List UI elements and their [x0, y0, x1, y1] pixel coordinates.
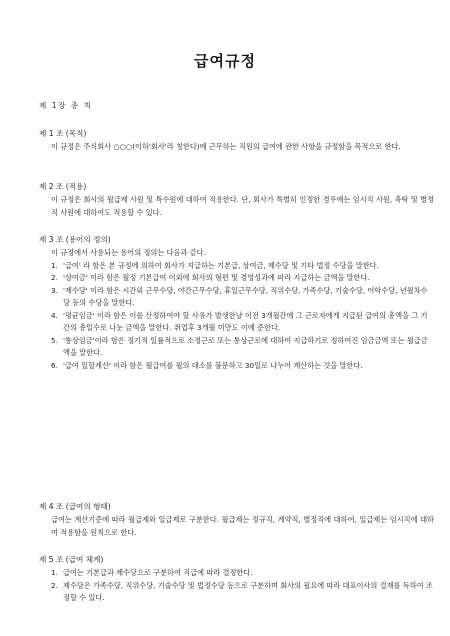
article-text: 이 규정은 회사의 월급제 사원 및 특수원에 대하여 적용한다. 단, 회사가 특별히 인정한 경우에는 임시직 사원, 촉탁 및 별정직 사원에 대하여도 적용할 수 있다.	[51, 195, 434, 217]
article-heading: 제 5 조 (급여 체계)	[39, 555, 104, 564]
list-item-number: 4.	[51, 310, 58, 320]
list-item-number: 1.	[51, 568, 58, 577]
list-item-text: '제수당' 이라 함은 시간외 근무수당, 야간근무수당, 휴일근무수당, 직위수당, 가족수당, 기술수당, 어학수당, 년월차수당 등의 수당을 말한다.	[63, 285, 428, 307]
article-text: 이 규정에서 사용되는 용어의 정의는 다음과 같다.	[51, 248, 206, 257]
list-item	[51, 260, 434, 273]
list-item-number: 2.	[51, 580, 58, 590]
article-heading: 제 4 조 (급여의 형태)	[39, 502, 111, 511]
article-heading: 제 1 조 (목적)	[39, 129, 87, 138]
article-4	[39, 501, 434, 539]
document-title: 급여규정	[194, 52, 256, 70]
article-1	[39, 128, 434, 154]
list-item	[51, 567, 434, 580]
article-5	[39, 554, 434, 605]
list-item-number: 1.	[51, 260, 58, 270]
list-item	[51, 285, 434, 310]
list-item	[51, 335, 434, 360]
list-item-text: '통상임금'이라 함은 정기적 일률적으로 소정근로 또는 통상근로에 대하여 지급하기로 정하여진 임금금액 또는 월급금액을 말한다.	[63, 335, 428, 357]
definition-list	[51, 260, 434, 373]
list-item-text: '상여금' 이라 함은 월정 기본급여 이외에 회사의 형편 및 경영성과에 따라 지급하는 금액을 말한다.	[63, 273, 370, 282]
article-heading: 제 3 조 (용어의 정의)	[39, 235, 111, 244]
system-list	[51, 567, 434, 605]
chapter-heading: 제 1장 총 칙	[39, 101, 93, 110]
list-item	[51, 580, 434, 605]
article-2	[39, 181, 434, 219]
article-3	[39, 234, 434, 372]
article-heading: 제 2 조 (적용)	[39, 182, 87, 191]
article-text: 급여는 계산기준에 따라 월급제와 일급제로 구분한다. 월급제는 정규직, 계약직, 별정직에 대하여, 일급제는 임시직에 대하여 적용함을 원칙으로 한다.	[51, 515, 434, 537]
list-item-text: '급여' 라 함은 본 규정에 의하여 회사가 지급하는 기본급, 상여금, 제수당 및 기타 법정 수당을 말한다.	[63, 260, 379, 270]
list-item-number: 2.	[51, 273, 58, 282]
list-item-number: 3.	[51, 285, 58, 295]
list-item-text: 급여는 기본급과 제수당으로 구분하여 직급에 따라 결정한다.	[63, 568, 253, 577]
list-item	[51, 360, 434, 373]
list-item-text: '급여 일할계산' 이라 함은 월급여를 월의 대소를 불문하고 30일로 나누어 계산하는 것을 말한다.	[63, 360, 363, 370]
article-text: 이 규정은 주식회사 ○○○(이하'회사'라 칭한다)에 근무하는 직원의 급여에 관한 사항을 규정함을 목적으로 한다.	[51, 142, 401, 151]
list-item-text: '평균임금' 이라 함은 이를 산정하여야 할 사유가 발생한날 이전 3개월간에 그 근로자에게 지급된 급여의 총액을 그 기간의 총일수로 나눈 금액을 말한다. 취업후 3개월 미만도 이에 준한다.	[63, 310, 428, 332]
list-item-number: 5.	[51, 335, 58, 345]
list-item	[51, 310, 434, 335]
list-item	[51, 272, 434, 285]
list-item-number: 6.	[51, 360, 58, 370]
list-item-text: 제수당은 가족수당, 직위수당, 기술수당 및 법정수당 등으로 구분하며 회사의 필요에 따라 대표이사의 결재를 득하여 조정할 수 있다.	[63, 580, 433, 602]
